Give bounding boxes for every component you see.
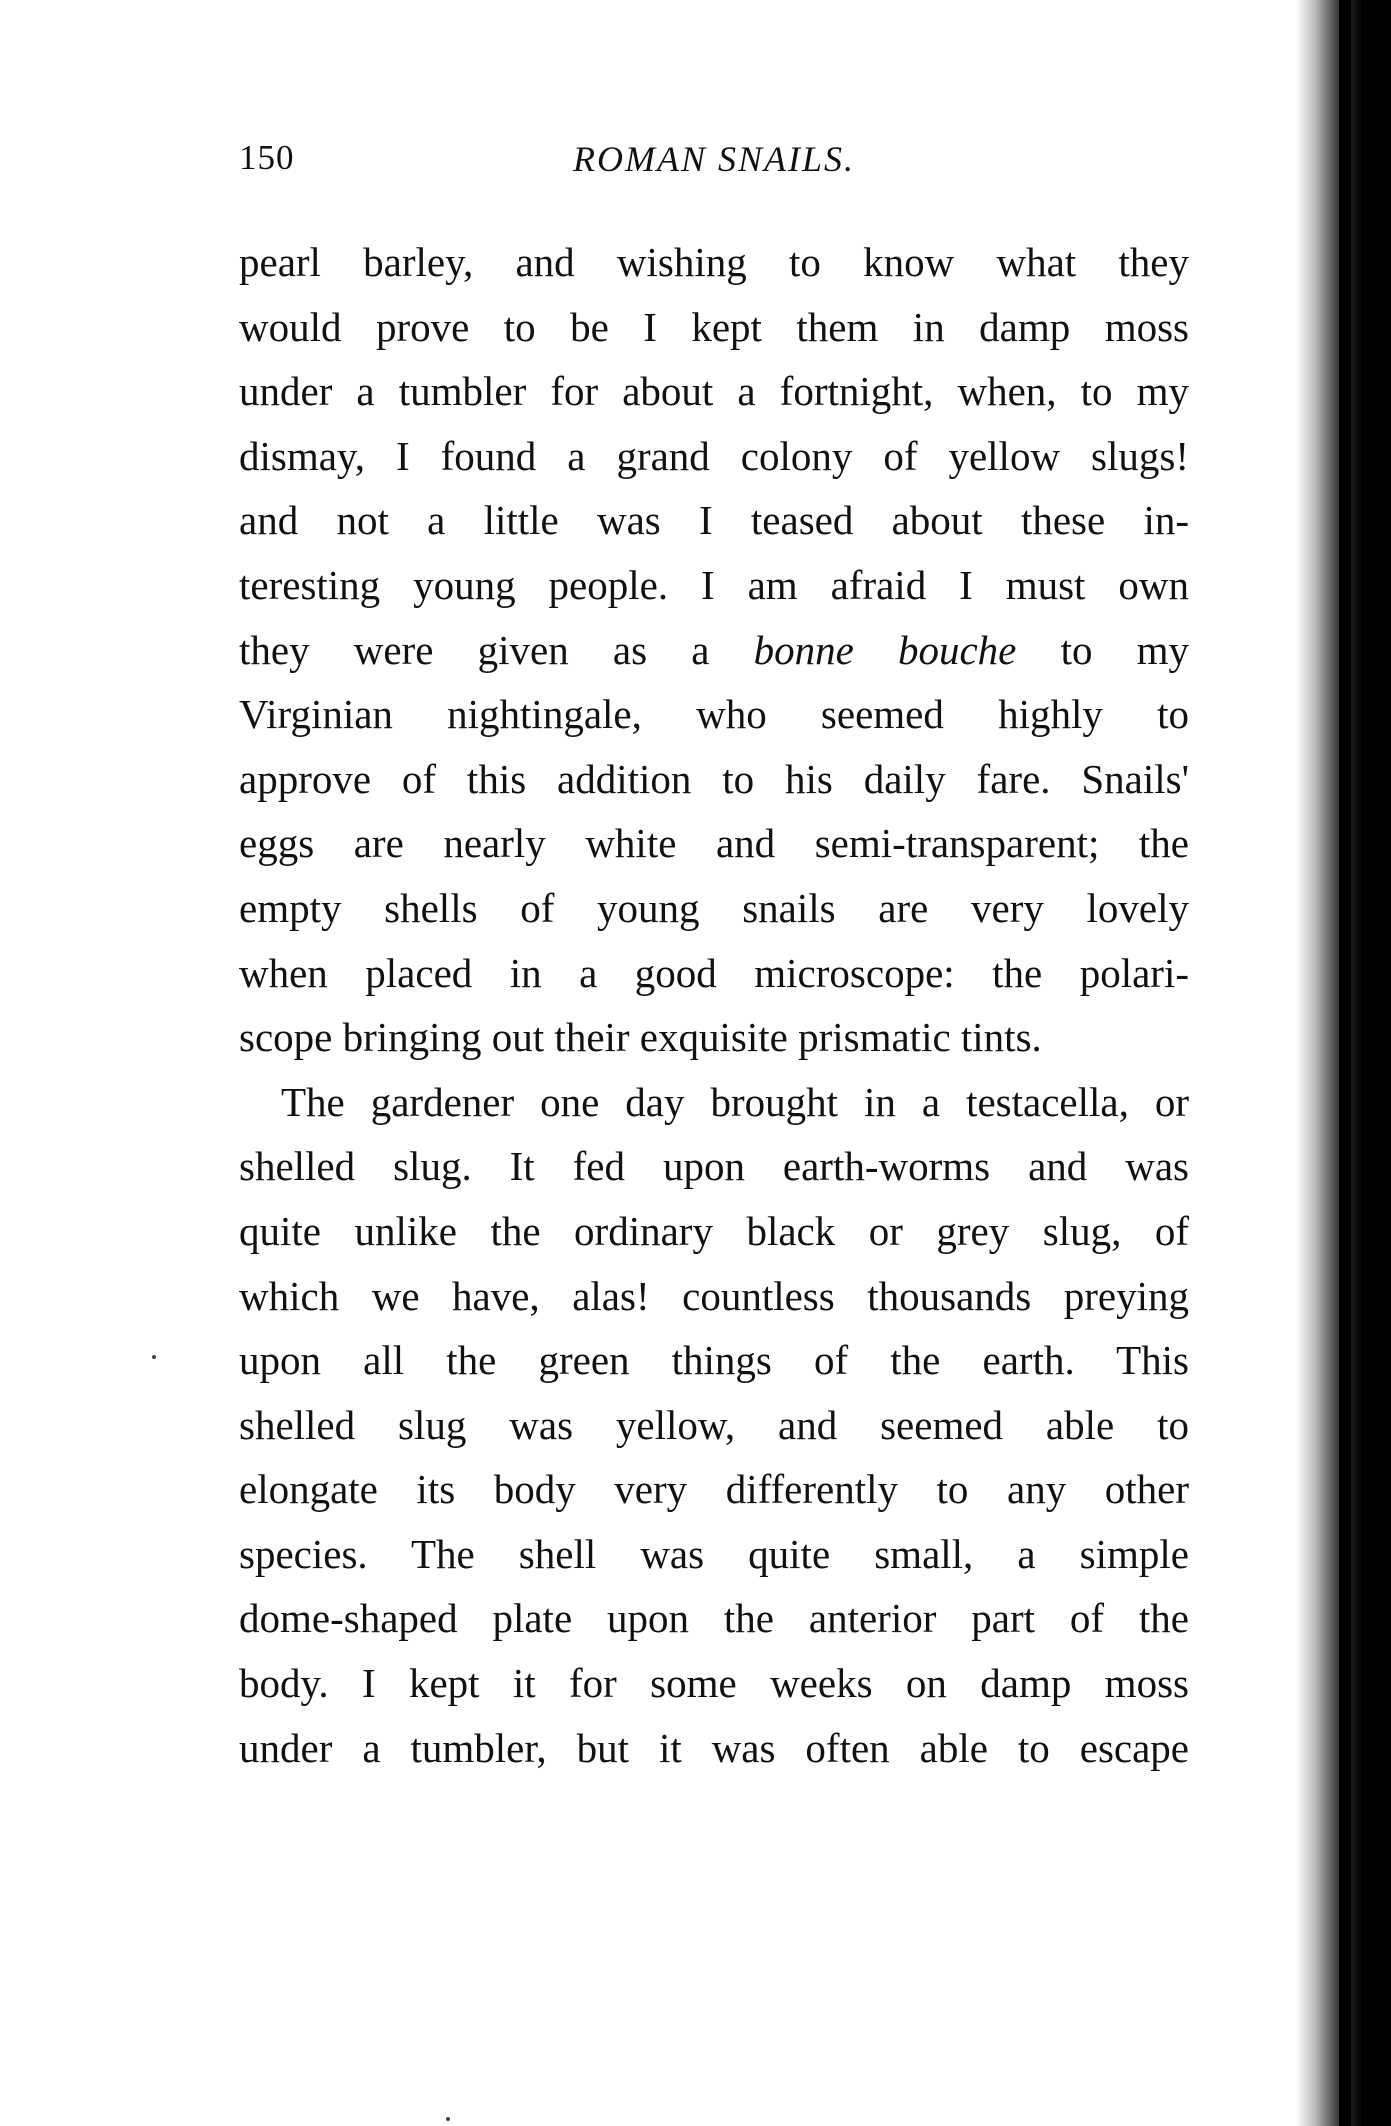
italic-phrase: bonne bouche <box>753 626 1017 673</box>
text-line: elongate its body very differently to any other <box>239 1466 1189 1513</box>
text-line: which we have, alas! countless thousands preying <box>239 1272 1189 1319</box>
text-line: empty shells of young snails are very lovely <box>239 884 1189 931</box>
text-line: dismay, I found a grand colony of yellow slugs! <box>239 432 1189 479</box>
text-line: species. The shell was quite small, a simple <box>239 1530 1189 1577</box>
page-number: 150 <box>239 138 295 177</box>
text-line: when placed in a good microscope: the polari- <box>239 949 1189 996</box>
text-line: pearl barley, and wishing to know what they <box>239 239 1189 285</box>
text-line: would prove to be I kept them in damp moss <box>239 303 1189 350</box>
text-line: shelled slug. It fed upon earth-worms and was <box>239 1143 1189 1190</box>
binding-edge <box>1339 0 1351 2126</box>
text-line: Virginian nightingale, who seemed highly to <box>239 691 1189 738</box>
text-line: scope bringing out their exquisite prismatic tints. <box>239 1014 1042 1061</box>
text-line: body. I kept it for some weeks on damp moss <box>239 1660 1189 1707</box>
text-line: shelled slug was yellow, and seemed able to <box>239 1401 1189 1448</box>
text-segment: to my <box>1060 626 1190 673</box>
text-segment: they were given as a <box>239 626 710 673</box>
text-line: dome-shaped plate upon the anterior part of the <box>239 1595 1189 1642</box>
page-header <box>239 138 1189 188</box>
text-line-with-italic <box>239 618 1189 683</box>
text-line: eggs are nearly white and semi-transparent; the <box>239 820 1189 867</box>
text-line: teresting young people. I am afraid I must own <box>239 561 1189 608</box>
print-speck <box>152 1355 156 1359</box>
running-title: ROMAN SNAILS. <box>573 139 855 179</box>
text-line: under a tumbler, but it was often able to escape <box>239 1724 1189 1771</box>
text-line: upon all the green things of the earth. This <box>239 1337 1189 1384</box>
text-line: quite unlike the ordinary black or grey slug, of <box>239 1207 1189 1254</box>
text-line: and not a little was I teased about these in- <box>239 497 1189 544</box>
text-line: under a tumbler for about a fortnight, when, to my <box>239 368 1189 415</box>
body-text <box>239 230 1189 1780</box>
print-speck <box>446 2117 450 2121</box>
paragraph-first-line: The gardener one day brought in a testacella, or <box>281 1078 1189 1125</box>
text-line: approve of this addition to his daily fare. Snails' <box>239 755 1189 802</box>
